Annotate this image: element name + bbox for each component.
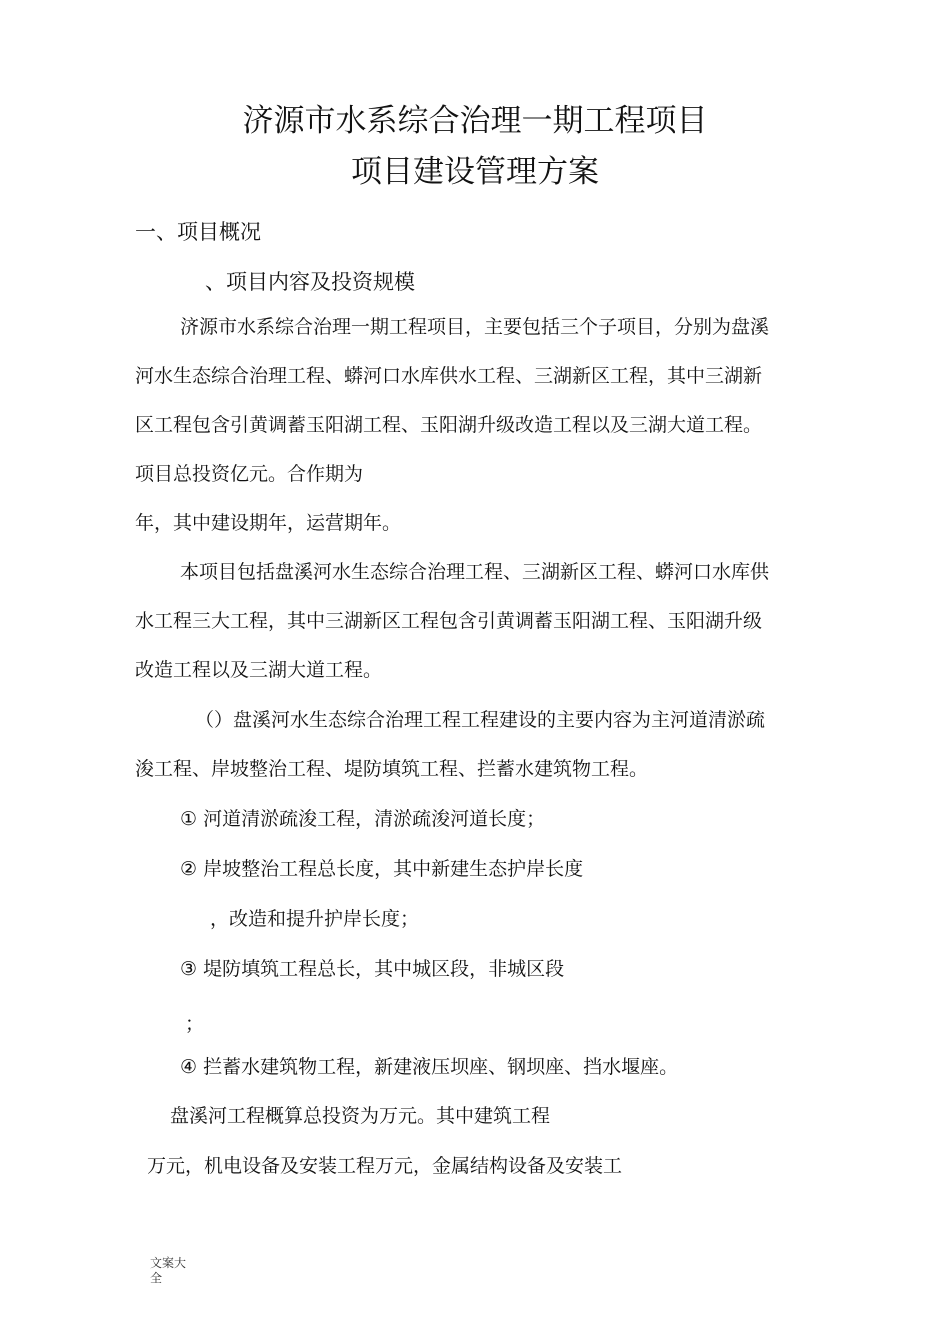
list-item: ① 河道清淤疏浚工程，清淤疏浚河道长度； [180,808,546,830]
list-item: ④ 拦蓄水建筑物工程，新建液压坝座、钢坝座、挡水堰座。 [180,1056,679,1078]
paragraph-line: 水工程三大工程，其中三湖新区工程包含引黄调蓄玉阳湖工程、玉阳湖升级 [135,610,763,632]
paragraph-line: 年，其中建设期年，运营期年。 [135,512,402,534]
section-heading: 一、项目概况 [135,220,261,244]
paragraph-line: 河水生态综合治理工程、蟒河口水库供水工程、三湖新区工程，其中三湖新 [135,365,763,387]
paragraph-line: 本项目包括盘溪河水生态综合治理工程、三湖新区工程、蟒河口水库供 [180,561,770,583]
paragraph-line: 浚工程、岸坡整治工程、堤防填筑工程、拦蓄水建筑物工程。 [135,758,649,780]
paragraph-line: 万元，机电设备及安装工程万元，金属结构设备及安装工 [147,1155,623,1177]
list-item: ② 岸坡整治工程总长度，其中新建生态护岸长度 [180,858,584,880]
paragraph-line: （）盘溪河水生态综合治理工程工程建设的主要内容为主河道清淤疏 [195,709,766,731]
subsection-heading: 、项目内容及投资规模 [205,270,415,294]
list-item-continuation: ； [185,1013,205,1035]
page-footer: 文案大全 [150,1256,187,1285]
paragraph-line: 济源市水系综合治理一期工程项目，主要包括三个子项目，分别为盘溪 [180,316,770,338]
paragraph-line: 盘溪河工程概算总投资为万元。其中建筑工程 [170,1105,551,1127]
list-item: ③ 堤防填筑工程总长，其中城区段，非城区段 [180,958,565,980]
list-item-continuation: ，改造和提升护岸长度； [210,908,420,930]
document-title-line-1: 济源市水系综合治理一期工程项目 [242,103,708,139]
document-title-line-2: 项目建设管理方案 [351,154,599,190]
paragraph-line: 改造工程以及三湖大道工程。 [135,659,383,681]
paragraph-line: 项目总投资亿元。合作期为 [135,463,364,485]
paragraph-line: 区工程包含引黄调蓄玉阳湖工程、玉阳湖升级改造工程以及三湖大道工程。 [135,414,763,436]
